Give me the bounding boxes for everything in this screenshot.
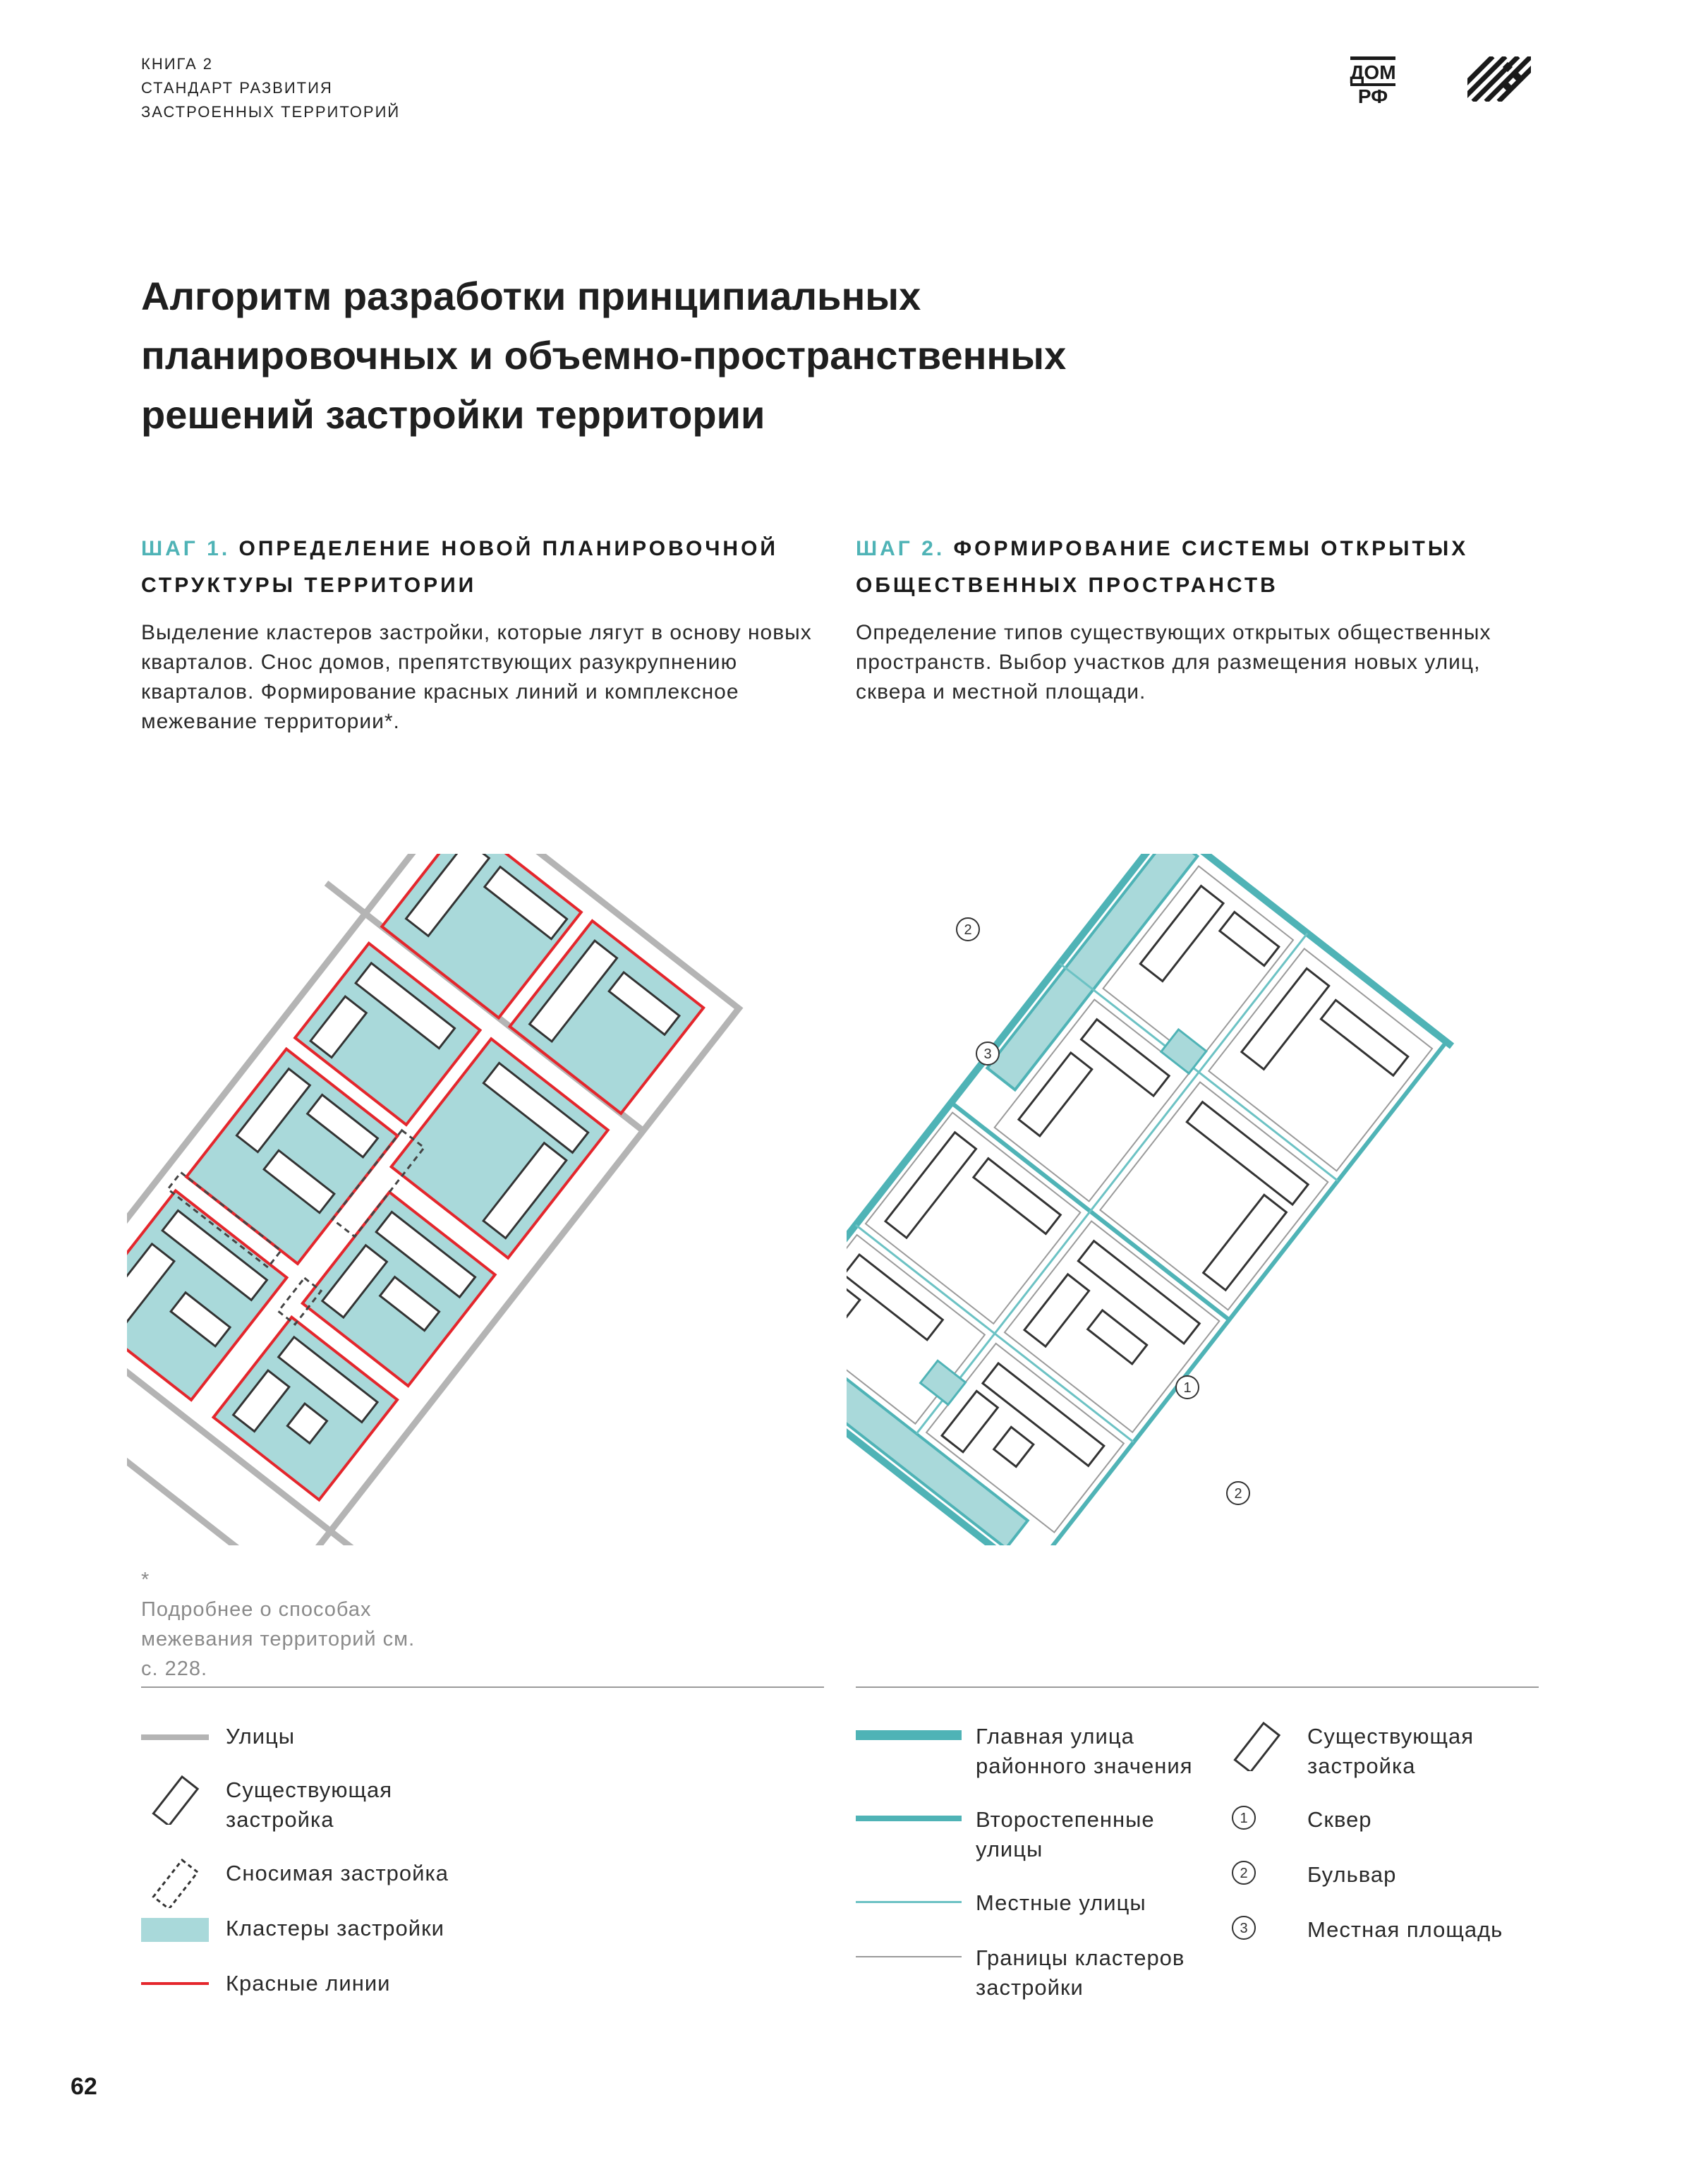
legend-main-street-swatch: [856, 1722, 962, 1764]
legend-streets: [141, 1722, 480, 1764]
local-street: [916, 934, 1307, 1434]
page-number: 62: [71, 2073, 97, 2100]
header-line-2: СТАНДАРТ РАЗВИТИЯ: [141, 79, 333, 97]
circle-3-icon: [1223, 1915, 1293, 1957]
legend-demolished-buildings: [141, 1859, 480, 1901]
marker-2-label-a: 2: [964, 922, 972, 938]
legend-red-lines-label: Красные линии: [226, 1971, 391, 1996]
legend-local-square: [1223, 1915, 1519, 1957]
marker-2-label-b: 2: [1234, 1486, 1242, 1502]
book-header: [141, 52, 400, 124]
building: [847, 1255, 943, 1340]
step2-number: ШАГ 2.: [856, 537, 945, 560]
legend-local-streets-swatch: [856, 1888, 962, 1931]
legend-boulevard-label: Бульвар: [1307, 1862, 1397, 1887]
step1-heading: [141, 531, 832, 604]
step2-heading-text: ФОРМИРОВАНИЕ СИСТЕМЫ ОТКРЫТЫХ ОБЩЕСТВЕННЫХ ПРОСТРАНСТВ: [856, 537, 1469, 597]
title-line-2: планировочных и объемно-пространственных: [141, 333, 1067, 378]
title-line-3: решений застройки территории: [141, 392, 765, 437]
footnote: [141, 1565, 437, 1684]
legend-boulevard: [1223, 1860, 1519, 1902]
building: [1024, 1274, 1089, 1346]
legend-local-streets-label: Местные улицы: [976, 1890, 1146, 1915]
legend-marker-3: 3: [1240, 1921, 1248, 1936]
building: [847, 1282, 860, 1344]
legend-streets-swatch: [141, 1722, 212, 1764]
legend-main-street-label: Главная улица районного значения: [976, 1724, 1193, 1778]
legend-marker-1: 1: [1240, 1811, 1248, 1826]
footnote-mark: *: [141, 1569, 150, 1591]
legend-local-streets: [856, 1888, 1216, 1931]
demolished-building-icon: [141, 1859, 212, 1901]
legend-red-lines-swatch: [141, 1969, 212, 2011]
existing-building-icon: [1223, 1722, 1293, 1764]
legend-clusters-swatch: [141, 1914, 212, 1956]
step1-description: Выделение кластеров застройки, которые лягут в основу новых кварталов. Снос домов, препятствующих разукрупнению кварталов. Формирование красных линий и комплексное межевание территории*.: [141, 621, 812, 733]
step2-description: Определение типов существующих открытых общественных пространств. Выбор участков для размещения новых улиц, сквера и местной площади.: [856, 621, 1491, 704]
legend-clusters-label: Кластеры застройки: [226, 1916, 444, 1940]
building: [1088, 1310, 1147, 1364]
step1-number: ШАГ 1.: [141, 537, 231, 560]
legend-clusters: [141, 1914, 480, 1956]
building: [1082, 1020, 1170, 1096]
divider-right: [856, 1686, 1539, 1688]
legend-existing-buildings-label: Существующая застройка: [226, 1777, 393, 1832]
legend-existing-buildings: [141, 1775, 480, 1835]
legend-secondary-streets-label: Второстепенные улицы: [976, 1807, 1155, 1861]
circle-1-icon: [1223, 1805, 1293, 1847]
logo-text-bottom: РФ: [1357, 85, 1388, 107]
legend-streets-label: Улицы: [226, 1724, 296, 1749]
marker-3-label: 3: [983, 1046, 992, 1062]
legend-public-garden-label: Сквер: [1307, 1807, 1372, 1832]
legend-cluster-boundaries-swatch: [856, 1943, 962, 1986]
legend-existing-buildings-2-label: Существующая застройка: [1307, 1724, 1474, 1778]
legend-cluster-boundaries-label: Границы кластеров застройки: [976, 1945, 1185, 2000]
legend-cluster-boundaries: [856, 1943, 1216, 2003]
building: [1220, 912, 1279, 965]
building: [1204, 1195, 1287, 1290]
building: [1321, 1000, 1407, 1075]
legend-red-lines: [141, 1969, 480, 2011]
step1-diagram: [127, 854, 804, 1545]
step2-heading: [856, 531, 1547, 604]
marker-1-label: 1: [1183, 1380, 1192, 1396]
secondary-street-right: [1029, 1042, 1446, 1545]
legend-secondary-streets-swatch: [856, 1805, 962, 1847]
page-title: [141, 267, 1340, 445]
existing-building-icon: [141, 1775, 212, 1818]
legend-demolished-buildings-label: Сносимая застройка: [226, 1861, 449, 1885]
legend-local-square-label: Местная площадь: [1307, 1917, 1503, 1942]
footnote-text: Подробнее о способах межевания территорий см. с. 228.: [141, 1598, 416, 1680]
building: [885, 1133, 976, 1238]
logo-text-top: ДОМ: [1350, 61, 1396, 83]
step2-diagram: [847, 854, 1538, 1545]
header-line-1: КНИГА 2: [141, 55, 213, 73]
building: [994, 1427, 1034, 1466]
legend-secondary-streets: [856, 1805, 1216, 1864]
legend-public-garden: [1223, 1805, 1519, 1847]
divider-left: [141, 1686, 824, 1688]
legend-marker-2: 2: [1240, 1866, 1248, 1881]
building: [1242, 969, 1329, 1070]
legend-main-street: [856, 1722, 1216, 1781]
local-square: [1161, 1030, 1206, 1073]
title-line-1: Алгоритм разработки принципиальных: [141, 274, 921, 318]
legend-existing-buildings-2: [1223, 1722, 1519, 1781]
circle-2-icon: [1223, 1860, 1293, 1902]
pattern-logo-icon: [1467, 56, 1531, 102]
step1-heading-text: ОПРЕДЕЛЕНИЕ НОВОЙ ПЛАНИРОВОЧНОЙ СТРУКТУРЫ ТЕРРИТОРИИ: [141, 537, 778, 597]
header-line-3: ЗАСТРОЕННЫХ ТЕРРИТОРИЙ: [141, 103, 401, 121]
